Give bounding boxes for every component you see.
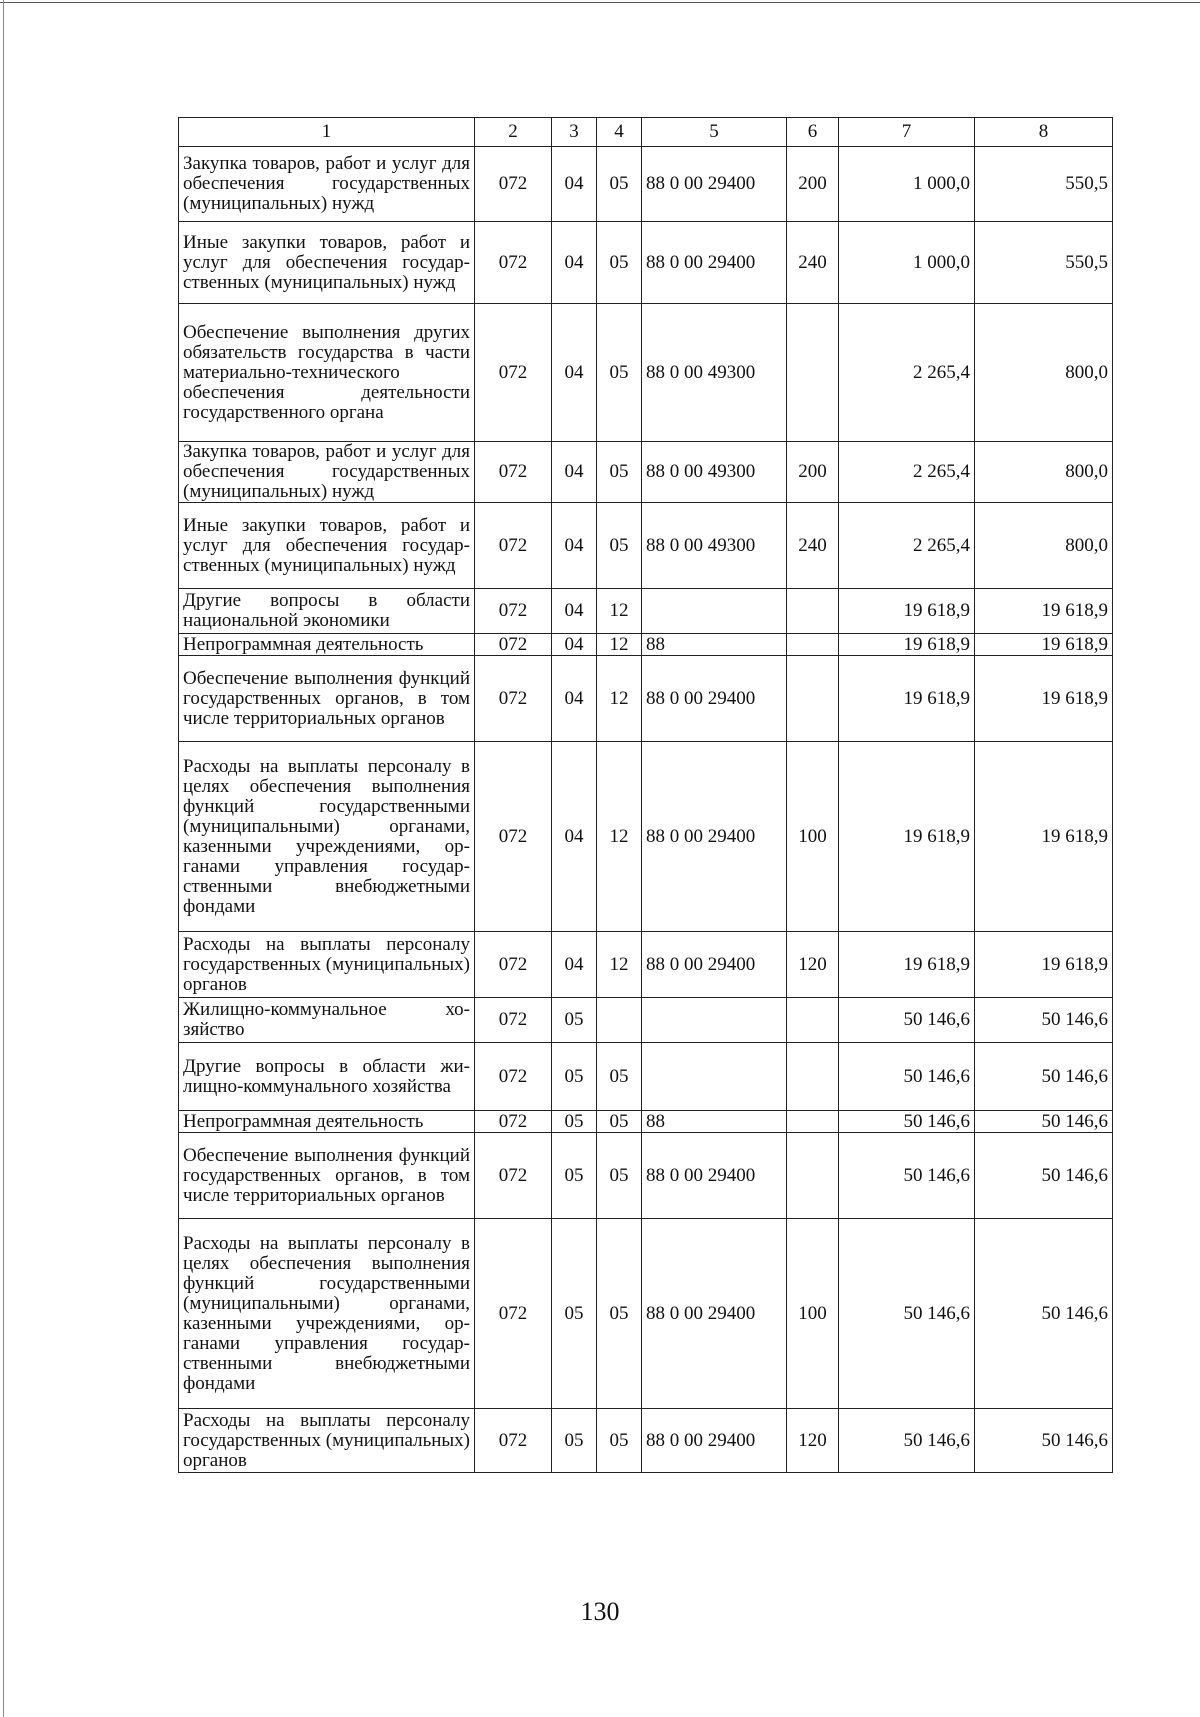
admin-code: 072 — [475, 503, 552, 589]
admin-code: 072 — [475, 634, 552, 656]
amount-column-8: 50 146,6 — [975, 1111, 1113, 1133]
amount-column-7: 2 265,4 — [839, 503, 975, 589]
row-description: Обеспечение выполнения других обязательств государства в части материально-технического обеспечения деятельности государственного органа — [179, 304, 475, 442]
target-article-code: 88 — [642, 634, 787, 656]
subsection-code: 05 — [597, 222, 642, 304]
subsection-code — [597, 998, 642, 1043]
target-article-code: 88 0 00 29400 — [642, 656, 787, 742]
amount-column-8: 50 146,6 — [975, 1043, 1113, 1111]
target-article-code: 88 0 00 49300 — [642, 304, 787, 442]
target-article-code — [642, 589, 787, 634]
row-description: Непрограммная деятельность — [179, 634, 475, 656]
row-description: Расходы на выплаты персоналу государственных (муниципальных) органов — [179, 932, 475, 998]
subsection-code: 12 — [597, 634, 642, 656]
table-row — [179, 634, 1113, 656]
target-article-code: 88 0 00 29400 — [642, 1409, 787, 1473]
expense-type-code — [787, 1043, 839, 1111]
subsection-code: 05 — [597, 1111, 642, 1133]
table-row — [179, 932, 1113, 998]
subsection-code: 05 — [597, 1219, 642, 1409]
table-row — [179, 1133, 1113, 1219]
admin-code: 072 — [475, 1409, 552, 1473]
admin-code: 072 — [475, 656, 552, 742]
amount-column-7: 19 618,9 — [839, 589, 975, 634]
page-top-border — [0, 2, 1200, 3]
expense-type-code: 120 — [787, 1409, 839, 1473]
budget-table-body — [179, 118, 1113, 1473]
amount-column-8: 19 618,9 — [975, 932, 1113, 998]
amount-column-7: 50 146,6 — [839, 1219, 975, 1409]
row-description: Обеспечение выполнения функций государственных органов, в том числе территориальных органов — [179, 656, 475, 742]
expense-type-code — [787, 998, 839, 1043]
table-row — [179, 1043, 1113, 1111]
amount-column-7: 19 618,9 — [839, 742, 975, 932]
amount-column-7: 19 618,9 — [839, 656, 975, 742]
section-code: 05 — [552, 1409, 597, 1473]
expense-type-code — [787, 1111, 839, 1133]
amount-column-7: 50 146,6 — [839, 998, 975, 1043]
row-description: Иные закупки товаров, работ и услуг для обеспечения государственных (муниципальных) нужд — [179, 222, 475, 304]
section-code: 05 — [552, 1219, 597, 1409]
target-article-code: 88 0 00 29400 — [642, 222, 787, 304]
column-number-cell: 1 — [179, 118, 475, 147]
section-code: 04 — [552, 503, 597, 589]
expense-type-code: 240 — [787, 222, 839, 304]
amount-column-8: 50 146,6 — [975, 1133, 1113, 1219]
subsection-code: 12 — [597, 589, 642, 634]
target-article-code: 88 — [642, 1111, 787, 1133]
amount-column-8: 19 618,9 — [975, 656, 1113, 742]
subsection-code: 05 — [597, 147, 642, 222]
admin-code: 072 — [475, 222, 552, 304]
target-article-code: 88 0 00 49300 — [642, 442, 787, 503]
row-description: Расходы на выплаты персоналу в целях обеспечения выполнения функций государственными (муниципальными) органами, казенными учреждениями, органами управления государственными внебюджетными фондами — [179, 742, 475, 932]
column-number-cell: 7 — [839, 118, 975, 147]
amount-column-7: 50 146,6 — [839, 1043, 975, 1111]
amount-column-8: 50 146,6 — [975, 998, 1113, 1043]
expense-type-code — [787, 634, 839, 656]
amount-column-8: 19 618,9 — [975, 634, 1113, 656]
table-row — [179, 222, 1113, 304]
admin-code: 072 — [475, 1043, 552, 1111]
expense-type-code — [787, 589, 839, 634]
target-article-code: 88 0 00 29400 — [642, 147, 787, 222]
column-number-cell: 2 — [475, 118, 552, 147]
amount-column-8: 800,0 — [975, 503, 1113, 589]
expense-type-code: 200 — [787, 147, 839, 222]
row-description: Жилищно-коммунальное хозяйство — [179, 998, 475, 1043]
amount-column-7: 1 000,0 — [839, 222, 975, 304]
subsection-code: 12 — [597, 656, 642, 742]
section-code: 04 — [552, 742, 597, 932]
table-row — [179, 1111, 1113, 1133]
amount-column-8: 800,0 — [975, 442, 1113, 503]
row-description: Другие вопросы в области национальной экономики — [179, 589, 475, 634]
section-code: 04 — [552, 147, 597, 222]
section-code: 05 — [552, 1133, 597, 1219]
amount-column-7: 19 618,9 — [839, 932, 975, 998]
section-code: 04 — [552, 656, 597, 742]
target-article-code: 88 0 00 29400 — [642, 932, 787, 998]
admin-code: 072 — [475, 147, 552, 222]
table-row — [179, 304, 1113, 442]
admin-code: 072 — [475, 304, 552, 442]
section-code: 04 — [552, 304, 597, 442]
row-description: Расходы на выплаты персоналу государственных (муниципальных) органов — [179, 1409, 475, 1473]
row-description: Обеспечение выполнения функций государственных органов, в том числе территориальных органов — [179, 1133, 475, 1219]
row-description: Иные закупки товаров, работ и услуг для обеспечения государственных (муниципальных) нужд — [179, 503, 475, 589]
amount-column-8: 550,5 — [975, 222, 1113, 304]
amount-column-8: 550,5 — [975, 147, 1113, 222]
expense-type-code: 200 — [787, 442, 839, 503]
subsection-code: 05 — [597, 304, 642, 442]
expense-type-code: 120 — [787, 932, 839, 998]
target-article-code — [642, 998, 787, 1043]
amount-column-8: 19 618,9 — [975, 742, 1113, 932]
admin-code: 072 — [475, 932, 552, 998]
page-number: 130 — [580, 1597, 620, 1626]
budget-table-container — [178, 117, 1112, 1473]
amount-column-7: 19 618,9 — [839, 634, 975, 656]
table-row — [179, 442, 1113, 503]
expense-type-code — [787, 1133, 839, 1219]
admin-code: 072 — [475, 589, 552, 634]
admin-code: 072 — [475, 998, 552, 1043]
amount-column-8: 800,0 — [975, 304, 1113, 442]
column-number-cell: 8 — [975, 118, 1113, 147]
target-article-code: 88 0 00 29400 — [642, 1219, 787, 1409]
column-number-cell: 5 — [642, 118, 787, 147]
section-code: 05 — [552, 1043, 597, 1111]
expense-type-code — [787, 304, 839, 442]
admin-code: 072 — [475, 742, 552, 932]
row-description: Закупка товаров, работ и услуг для обеспечения государственных (муниципальных) нужд — [179, 147, 475, 222]
table-row — [179, 656, 1113, 742]
amount-column-8: 50 146,6 — [975, 1409, 1113, 1473]
row-description: Закупка товаров, работ и услуг для обеспечения государственных (муниципальных) нужд — [179, 442, 475, 503]
column-number-row — [179, 118, 1113, 147]
target-article-code: 88 0 00 29400 — [642, 1133, 787, 1219]
subsection-code: 12 — [597, 932, 642, 998]
amount-column-8: 19 618,9 — [975, 589, 1113, 634]
target-article-code: 88 0 00 29400 — [642, 742, 787, 932]
section-code: 05 — [552, 1111, 597, 1133]
column-number-cell: 6 — [787, 118, 839, 147]
section-code: 05 — [552, 998, 597, 1043]
section-code: 04 — [552, 222, 597, 304]
subsection-code: 05 — [597, 1133, 642, 1219]
section-code: 04 — [552, 589, 597, 634]
section-code: 04 — [552, 634, 597, 656]
admin-code: 072 — [475, 1133, 552, 1219]
table-row — [179, 742, 1113, 932]
row-description: Другие вопросы в области жилищно-коммунального хозяйства — [179, 1043, 475, 1111]
table-row — [179, 1409, 1113, 1473]
table-row — [179, 1219, 1113, 1409]
amount-column-7: 50 146,6 — [839, 1111, 975, 1133]
subsection-code: 05 — [597, 1043, 642, 1111]
amount-column-7: 2 265,4 — [839, 442, 975, 503]
table-row — [179, 147, 1113, 222]
subsection-code: 05 — [597, 442, 642, 503]
table-row — [179, 503, 1113, 589]
expense-type-code: 100 — [787, 1219, 839, 1409]
section-code: 04 — [552, 932, 597, 998]
column-number-cell: 3 — [552, 118, 597, 147]
expense-type-code — [787, 656, 839, 742]
section-code: 04 — [552, 442, 597, 503]
admin-code: 072 — [475, 1111, 552, 1133]
subsection-code: 05 — [597, 503, 642, 589]
admin-code: 072 — [475, 1219, 552, 1409]
amount-column-7: 50 146,6 — [839, 1409, 975, 1473]
row-description: Расходы на выплаты персоналу в целях обеспечения выполнения функций государственными (муниципальными) органами, казенными учреждениями, органами управления государственными внебюджетными фондами — [179, 1219, 475, 1409]
budget-table — [178, 117, 1113, 1473]
expense-type-code: 240 — [787, 503, 839, 589]
table-row — [179, 998, 1113, 1043]
amount-column-8: 50 146,6 — [975, 1219, 1113, 1409]
page-left-border — [3, 0, 4, 1717]
target-article-code: 88 0 00 49300 — [642, 503, 787, 589]
subsection-code: 12 — [597, 742, 642, 932]
table-row — [179, 589, 1113, 634]
row-description: Непрограммная деятельность — [179, 1111, 475, 1133]
subsection-code: 05 — [597, 1409, 642, 1473]
expense-type-code: 100 — [787, 742, 839, 932]
target-article-code — [642, 1043, 787, 1111]
amount-column-7: 50 146,6 — [839, 1133, 975, 1219]
amount-column-7: 1 000,0 — [839, 147, 975, 222]
column-number-cell: 4 — [597, 118, 642, 147]
admin-code: 072 — [475, 442, 552, 503]
amount-column-7: 2 265,4 — [839, 304, 975, 442]
